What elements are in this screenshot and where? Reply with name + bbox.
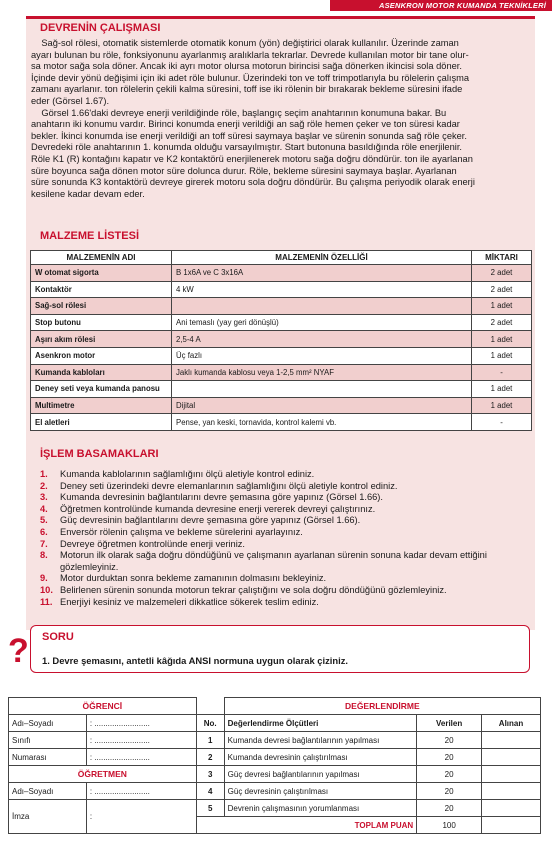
col-given-header: Verilen xyxy=(417,715,482,732)
step-item xyxy=(40,585,530,597)
step-text: Motor durduktan sonra bekleme zamanının dolmasını bekleyiniz. xyxy=(60,573,327,584)
criteria-given: 20 xyxy=(417,749,482,766)
paragraph-line: süre boyunca sağa dönen motor süre dolunca durur. Röle, bekleme süresini saymaya başlar. Ayarlanan xyxy=(31,165,457,176)
step-item xyxy=(40,504,530,516)
material-row xyxy=(31,381,532,398)
steps-list xyxy=(40,469,530,608)
step-number: 7. xyxy=(40,538,48,549)
header-bar xyxy=(330,0,552,11)
col-header-name: MALZEMENİN ADI xyxy=(31,251,172,265)
paragraph-line: anahtarın iki konumu vardır. Birinci konumda enerji verildiği an sağ röle hemen çeker ve ton süresi kadar xyxy=(31,119,460,130)
material-row xyxy=(31,265,532,282)
col-no-header: No. xyxy=(196,715,224,732)
material-name: Kumanda kabloları xyxy=(31,364,172,381)
material-property: Ani temaslı (yay geri dönüşlü) xyxy=(172,314,472,331)
criteria-received[interactable] xyxy=(482,766,541,783)
criteria-no: 5 xyxy=(196,800,224,817)
step-number: 5. xyxy=(40,515,48,526)
student-header: ÖĞRENCİ xyxy=(9,698,197,715)
material-row xyxy=(31,397,532,414)
col-header-property: MALZEMENİN ÖZELLİĞİ xyxy=(172,251,472,265)
student-number-field[interactable]: : ......................... xyxy=(86,749,196,766)
step-text: Belirlenen sürenin sonunda motorun tekrar çalıştığını ve sola doğru döndüğünü gözlemleyiniz. xyxy=(60,584,447,595)
running-title: ASENKRON MOTOR KUMANDA TEKNİKLERİ xyxy=(378,1,546,10)
material-name: Sağ-sol rölesi xyxy=(31,298,172,315)
student-class-field[interactable]: : ......................... xyxy=(86,732,196,749)
criteria-text: Kumanda devresi bağlantılarının yapılması xyxy=(224,732,417,749)
criteria-no: 3 xyxy=(196,766,224,783)
criteria-given: 20 xyxy=(417,732,482,749)
material-row xyxy=(31,347,532,364)
section-title-steps: İŞLEM BASAMAKLARI xyxy=(40,448,159,460)
material-quantity: 2 adet xyxy=(472,265,532,282)
material-row xyxy=(31,314,532,331)
material-name: Aşırı akım rölesi xyxy=(31,331,172,348)
teacher-name-field[interactable]: : ......................... xyxy=(86,783,196,800)
paragraph-line: ayarı bulunan bu röle, fonksiyonunu ayarlanmış aralıklarla tekrarlar. Devrede kullanılan motor bir tane olur- xyxy=(31,49,469,60)
material-quantity: 1 adet xyxy=(472,397,532,414)
material-name: Deney seti veya kumanda panosu xyxy=(31,381,172,398)
criteria-no: 2 xyxy=(196,749,224,766)
section-title-circuit-operation: DEVRENİN ÇALIŞMASI xyxy=(40,22,161,34)
paragraph-line: eder (Görsel 1.67). xyxy=(31,95,110,106)
col-received-header: Alınan xyxy=(482,715,541,732)
step-text: Enerjiyi kesiniz ve malzemeleri dikkatlice sökerek teslim ediniz. xyxy=(60,596,319,607)
total-label: TOPLAM PUAN xyxy=(196,817,417,834)
teacher-name-label: Adı–Soyadı xyxy=(9,783,87,800)
criteria-given: 20 xyxy=(417,766,482,783)
step-item xyxy=(40,597,530,609)
step-item xyxy=(40,492,530,504)
step-item xyxy=(40,539,530,551)
paragraph-line: Devredeki röle anahtarının 1. konumda olduğu varsayılmıştır. Start butonuna basıldığında röle enerjilenir. xyxy=(31,142,463,153)
criteria-text: Güç devresi bağlantılarının yapılması xyxy=(224,766,417,783)
student-number-label: Numarası xyxy=(9,749,87,766)
evaluation-header: DEĞERLENDİRME xyxy=(224,698,540,715)
paragraph-line: Görsel 1.66'daki devreye enerji verildiğinde röle, başlangıç seçim anahtarının konumuna bakar. Bu xyxy=(31,107,447,118)
criteria-given: 20 xyxy=(417,800,482,817)
material-quantity: - xyxy=(472,364,532,381)
step-number: 6. xyxy=(40,526,48,537)
material-name: W otomat sigorta xyxy=(31,265,172,282)
material-property: Üç fazlı xyxy=(172,347,472,364)
step-item xyxy=(40,573,530,585)
step-text: Enversör rölenin çalışma ve bekleme sürelerini ayarlayınız. xyxy=(60,526,303,537)
circuit-operation-text xyxy=(31,38,531,200)
material-row xyxy=(31,414,532,431)
col-criteria-header: Değerlendirme Ölçütleri xyxy=(224,715,417,732)
criteria-received[interactable] xyxy=(482,783,541,800)
material-table xyxy=(30,250,532,431)
paragraph-line: İçinde devir yönü değişimi için iki adet röle bulunur. Üzerindeki ton ve toff trimpotlarıyla bu rölelerin çalışma xyxy=(31,72,470,83)
col-header-quantity: MİKTARI xyxy=(472,251,532,265)
step-number: 1. xyxy=(40,469,48,479)
question-mark-icon: ? xyxy=(8,632,29,670)
paragraph-line: sa motor sağa sola döner. Ancak iki ayrı motor olursa motorun birincisi sağa dönerken ikincisi sola döner. xyxy=(31,61,462,72)
step-item xyxy=(40,481,530,493)
step-item xyxy=(40,469,530,481)
criteria-text: Devrenin çalışmasının yorumlanması xyxy=(224,800,417,817)
material-property: Pense, yan keski, tornavida, kontrol kalemi vb. xyxy=(172,414,472,431)
step-text: Deney seti üzerindeki devre elemanlarının sağlamlığını ölçü aletiyle kontrol ediniz. xyxy=(60,480,398,491)
criteria-text: Kumanda devresinin çalıştırılması xyxy=(224,749,417,766)
step-number: 2. xyxy=(40,480,48,491)
paragraph-line: Röle K1 (R) kontağını kapatır ve K2 kontaktörü enerjilenerek motoru sağa doğru döndürür. ton ile ayarlanan xyxy=(31,153,473,164)
student-class-label: Sınıfı xyxy=(9,732,87,749)
paragraph-line: Sağ-sol rölesi, otomatik sistemlerde otomatik konum (yön) değiştirici olarak kullanılır. Üzerinde zaman xyxy=(31,38,459,48)
material-quantity: 2 adet xyxy=(472,314,532,331)
material-table-header xyxy=(31,251,532,265)
student-name-field[interactable]: : ......................... xyxy=(86,715,196,732)
step-text: Kumanda kablolarının sağlamlığını ölçü aletiyle kontrol ediniz. xyxy=(60,469,315,479)
material-row xyxy=(31,298,532,315)
total-received[interactable] xyxy=(482,817,541,834)
criteria-received[interactable] xyxy=(482,800,541,817)
material-property: 4 kW xyxy=(172,281,472,298)
criteria-no: 1 xyxy=(196,732,224,749)
material-quantity: 1 adet xyxy=(472,347,532,364)
material-property xyxy=(172,298,472,315)
teacher-header: ÖĞRETMEN xyxy=(9,766,197,783)
material-property: 2,5-4 A xyxy=(172,331,472,348)
material-row xyxy=(31,281,532,298)
step-number: 4. xyxy=(40,503,48,514)
step-number: 3. xyxy=(40,492,48,503)
paragraph-line: bekler. İkinci konumda ise enerji verildiği an toff süresi saymaya başlar ve sürenin sonunda sağ röle çeker. xyxy=(31,130,467,141)
step-text: Öğretmen kontrolünde kumanda devresine enerji vererek devreyi çalıştırınız. xyxy=(60,503,376,514)
criteria-text: Güç devresinin çalıştırılması xyxy=(224,783,417,800)
step-text: Kumanda devresinin bağlantılarını devre şemasına göre yapınız (Görsel 1.66). xyxy=(60,492,383,503)
material-quantity: 2 adet xyxy=(472,281,532,298)
step-number: 9. xyxy=(40,573,48,584)
material-row xyxy=(31,331,532,348)
paragraph-line: kesilene kadar devam eder. xyxy=(31,188,145,199)
paragraph-line: süre sonunda K3 kontaktörü devreye girerek motoru sola doğru döndürür. Bu çalışma periyodik olarak enerji xyxy=(31,177,475,188)
step-item xyxy=(40,515,530,527)
material-name: Multimetre xyxy=(31,397,172,414)
material-property: B 1x6A ve C 3x16A xyxy=(172,265,472,282)
material-quantity: 1 adet xyxy=(472,381,532,398)
criteria-received[interactable] xyxy=(482,732,541,749)
total-value: 100 xyxy=(417,817,482,834)
material-quantity: 1 adet xyxy=(472,331,532,348)
material-property: Jaklı kumanda kablosu veya 1-2,5 mm² NYAF xyxy=(172,364,472,381)
criteria-no: 4 xyxy=(196,783,224,800)
teacher-signature-label: İmza xyxy=(9,800,87,834)
student-name-label: Adı–Soyadı xyxy=(9,715,87,732)
question-text: 1. Devre şemasını, antetli kâğıda ANSI normuna uygun olarak çiziniz. xyxy=(42,655,348,666)
step-number: 11. xyxy=(40,596,53,607)
step-number: 10. xyxy=(40,584,53,595)
step-text: Motorun ilk olarak sağa doğru döndüğünü ve çalışmanın ayarlanan sürenin sonuna kadar devam ettiğini gözlemleyiniz. xyxy=(60,550,487,572)
material-name: Kontaktör xyxy=(31,281,172,298)
material-name: El aletleri xyxy=(31,414,172,431)
paragraph-line: zamanı ayarlanır. ton rölelerin çekili kalma süresini, toff ise iki rölenin bir bırakarak bekleme süresini ifade xyxy=(31,84,463,95)
step-text: Güç devresinin bağlantılarını devre şemasına göre yapınız (Görsel 1.66). xyxy=(60,515,361,526)
criteria-received[interactable] xyxy=(482,749,541,766)
material-quantity: - xyxy=(472,414,532,431)
evaluation-table xyxy=(8,697,541,834)
step-item xyxy=(40,527,530,539)
section-title-material-list: MALZEME LİSTESİ xyxy=(40,230,139,242)
material-name: Asenkron motor xyxy=(31,347,172,364)
material-property xyxy=(172,381,472,398)
step-item xyxy=(40,550,530,573)
teacher-signature-field[interactable]: : xyxy=(86,800,196,834)
material-property: Dijital xyxy=(172,397,472,414)
material-name: Stop butonu xyxy=(31,314,172,331)
criteria-given: 20 xyxy=(417,783,482,800)
material-quantity: 1 adet xyxy=(472,298,532,315)
step-number: 8. xyxy=(40,550,48,561)
step-text: Devreye öğretmen kontrolünde enerji veriniz. xyxy=(60,538,245,549)
question-label: SORU xyxy=(42,631,74,643)
material-row xyxy=(31,364,532,381)
